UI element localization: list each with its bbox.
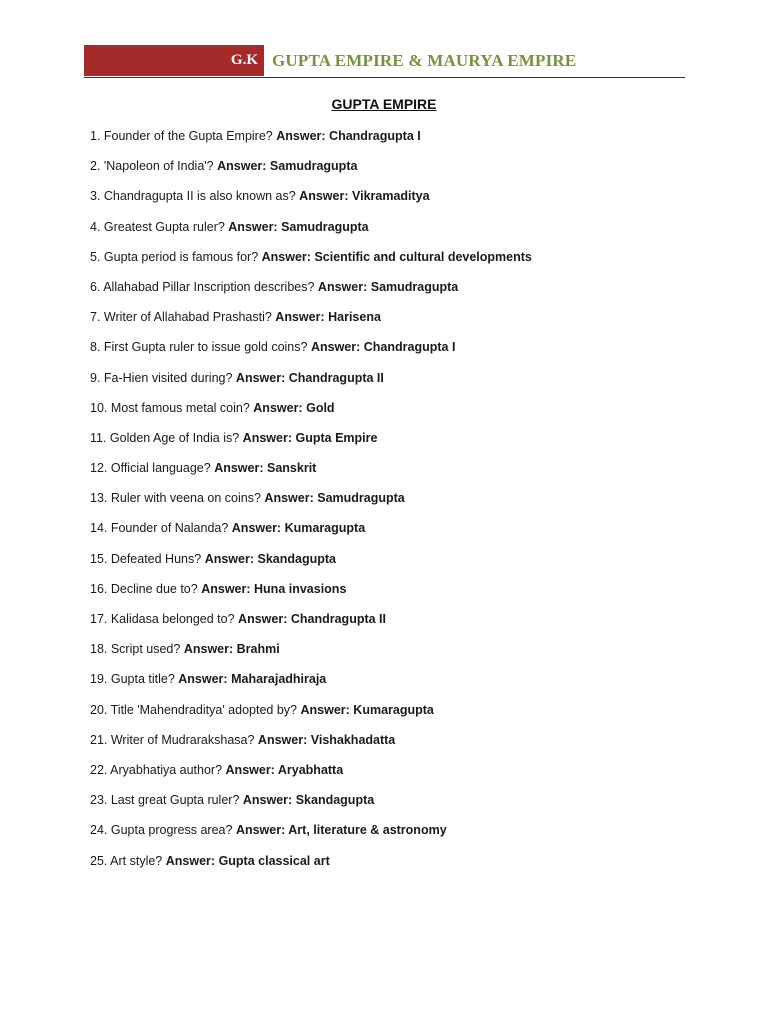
answer-value: Samudragupta [370, 279, 459, 294]
answer-prefix: Answer: [214, 461, 264, 476]
answer-prefix: Answer: [231, 521, 282, 536]
answer-value: Chandragupta I [329, 129, 421, 143]
answer-value: Brahmi [236, 642, 280, 657]
answer-prefix: Answer: [253, 400, 303, 415]
qa-question: 13. Ruler with veena on coins? [90, 491, 261, 506]
answer-prefix: Answer: [299, 189, 349, 204]
qa-item [90, 518, 532, 548]
answer-prefix: Answer: [238, 612, 288, 626]
qa-item [90, 398, 532, 428]
answer-value: Vishakhadatta [310, 732, 396, 747]
qa-question: 15. Defeated Huns? [90, 551, 202, 566]
qa-item [90, 186, 532, 216]
qa-answer [236, 823, 447, 837]
qa-answer [243, 793, 374, 807]
qa-item [90, 820, 532, 850]
qa-question: 11. Golden Age of India is? [90, 430, 240, 445]
answer-prefix: Answer: [276, 129, 326, 143]
answer-value: Chandragupta II [288, 370, 384, 385]
qa-question: 20. Title 'Mahendraditya' adopted by? [90, 702, 297, 717]
answer-prefix: Answer: [300, 702, 350, 717]
qa-item [90, 337, 532, 367]
answer-prefix: Answer: [178, 672, 228, 687]
qa-answer [243, 431, 378, 445]
qa-question: 1. Founder of the Gupta Empire? [90, 129, 273, 143]
qa-item [90, 851, 532, 881]
qa-answer [166, 854, 330, 868]
qa-answer [318, 280, 458, 294]
qa-answer [238, 612, 386, 626]
qa-question: 23. Last great Gupta ruler? [90, 793, 240, 808]
qa-answer [264, 491, 404, 505]
answer-prefix: Answer: [257, 732, 308, 747]
qa-question: 7. Writer of Allahabad Prashasti? [90, 310, 272, 325]
answer-prefix: Answer: [225, 762, 275, 777]
qa-item [90, 639, 532, 669]
qa-question: 25. Art style? [90, 853, 163, 868]
answer-prefix: Answer: [201, 581, 251, 596]
answer-value: Chandragupta II [290, 612, 387, 626]
answer-value: Gold [306, 400, 335, 415]
qa-answer [178, 672, 326, 686]
qa-question: 3. Chandragupta II is also known as? [90, 189, 296, 204]
answer-value: Maharajadhiraja [231, 672, 327, 687]
qa-item [90, 700, 532, 730]
qa-question: 17. Kalidasa belonged to? [90, 612, 235, 626]
answer-value: Samudragupta [317, 491, 405, 506]
qa-answer [184, 642, 280, 656]
answer-prefix: Answer: [165, 853, 216, 868]
answer-prefix: Answer: [235, 370, 286, 385]
qa-item [90, 669, 532, 699]
qa-answer [275, 310, 381, 324]
qa-answer [300, 703, 433, 717]
answer-prefix: Answer: [228, 219, 278, 234]
qa-item [90, 126, 532, 156]
qa-answer [232, 521, 365, 535]
qa-item [90, 730, 532, 760]
qa-answer [217, 159, 357, 173]
qa-question: 24. Gupta progress area? [90, 823, 233, 838]
qa-item [90, 217, 532, 247]
answer-value: Kumaragupta [353, 702, 434, 717]
answer-value: Scientific and cultural developments [314, 249, 532, 264]
qa-answer [262, 250, 532, 264]
qa-question: 19. Gupta title? [90, 672, 175, 687]
answer-prefix: Answer: [261, 249, 311, 264]
qa-answer [205, 552, 336, 566]
qa-question: 18. Script used? [90, 642, 181, 657]
answer-value: Skandagupta [257, 551, 336, 566]
qa-answer [236, 371, 384, 385]
answer-prefix: Answer: [264, 491, 314, 506]
answer-prefix: Answer: [317, 279, 368, 294]
qa-item [90, 156, 532, 186]
qa-question: 10. Most famous metal coin? [90, 400, 250, 415]
qa-item [90, 277, 532, 307]
qa-answer [201, 582, 346, 596]
qa-question: 5. Gupta period is famous for? [90, 249, 259, 264]
answer-prefix: Answer: [235, 823, 286, 838]
qa-answer [214, 461, 316, 475]
qa-item [90, 579, 532, 609]
qa-question: 16. Decline due to? [90, 581, 198, 596]
answer-value: Skandagupta [295, 793, 375, 808]
qa-question: 8. First Gupta ruler to issue gold coins? [90, 340, 308, 355]
qa-question: 21. Writer of Mudrarakshasa? [90, 732, 255, 747]
answer-prefix: Answer: [204, 551, 255, 566]
header-badge: G.K [84, 45, 264, 76]
page-header [84, 45, 685, 78]
qa-answer [258, 733, 395, 747]
answer-value: Art, literature & astronomy [288, 823, 447, 838]
qa-answer [253, 401, 334, 415]
qa-item [90, 760, 532, 790]
answer-value: Huna invasions [254, 581, 347, 596]
answer-prefix: Answer: [217, 159, 267, 174]
qa-answer [226, 763, 344, 777]
answer-value: Sanskrit [267, 461, 317, 476]
answer-value: Harisena [328, 310, 381, 325]
qa-question: 9. Fa-Hien visited during? [90, 370, 233, 385]
qa-item [90, 247, 532, 277]
qa-answer [276, 129, 420, 143]
qa-item [90, 368, 532, 398]
answer-prefix: Answer: [275, 310, 325, 325]
header-title: GUPTA EMPIRE & MAURYA EMPIRE [272, 51, 577, 70]
qa-item [90, 307, 532, 337]
answer-value: Samudragupta [269, 159, 358, 174]
qa-answer [311, 340, 455, 354]
answer-value: Kumaragupta [284, 521, 366, 536]
answer-prefix: Answer: [310, 340, 361, 355]
qa-list [90, 126, 532, 881]
answer-value: Vikramaditya [351, 189, 430, 204]
qa-item [90, 488, 532, 518]
qa-question: 12. Official language? [90, 461, 211, 476]
qa-item [90, 458, 532, 488]
qa-item [90, 790, 532, 820]
qa-question: 2. 'Napoleon of India'? [90, 159, 214, 174]
answer-prefix: Answer: [242, 793, 293, 808]
qa-question: 4. Greatest Gupta ruler? [90, 219, 225, 234]
qa-item [90, 428, 532, 458]
answer-value: Gupta Empire [295, 430, 378, 445]
qa-question: 22. Aryabhatiya author? [90, 762, 223, 777]
answer-value: Samudragupta [281, 219, 369, 234]
answer-value: Aryabhatta [277, 762, 344, 777]
qa-answer [228, 220, 368, 234]
qa-item [90, 549, 532, 579]
qa-answer [299, 189, 429, 203]
qa-item [90, 609, 532, 639]
qa-question: 14. Founder of Nalanda? [90, 521, 229, 536]
answer-prefix: Answer: [242, 430, 292, 445]
answer-value: Gupta classical art [218, 853, 330, 868]
qa-question: 6. Allahabad Pillar Inscription describes? [90, 279, 315, 294]
section-heading: GUPTA EMPIRE [331, 96, 437, 112]
answer-value: Chandragupta I [363, 340, 456, 355]
answer-prefix: Answer: [183, 642, 234, 657]
